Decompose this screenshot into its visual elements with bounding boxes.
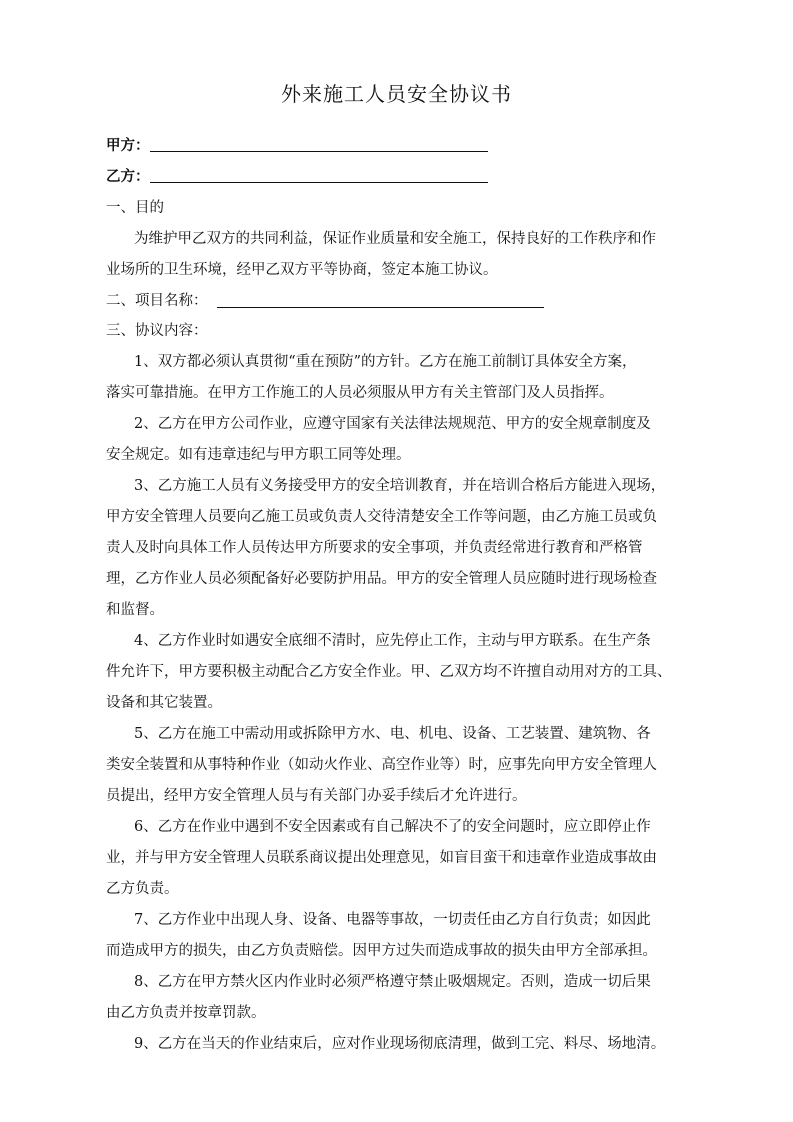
clause-5-line: 5、乙方在施工中需动用或拆除甲方水、电、机电、设备、工艺装置、建筑物、各 (134, 726, 651, 742)
section-label-project-name: 二、项目名称： (106, 293, 208, 309)
clause-3-line: 责人及时向具体工作人员传达甲方所要求的安全事项，并负责经常进行教育和严格管 (106, 540, 643, 556)
clause-1-line: 落实可靠措施。在甲方工作施工的人员必须服从甲方有关主管部门及人员指挥。 (106, 385, 614, 401)
clause-4-line: 4、乙方作业时如遇安全底细不清时，应先停止工作，主动与甲方联系。在生产条 (134, 633, 651, 649)
clause-2-line: 2、乙方在甲方公司作业，应遵守国家有关法律法规规范、甲方的安全规章制度及 (134, 416, 651, 432)
party-b-blank-field[interactable] (150, 182, 488, 183)
clause-3-line: 甲方安全管理人员要向乙施工员或负责人交待清楚安全工作等问题，由乙方施工员或负 (106, 509, 657, 525)
clause-6-line: 6、乙方在作业中遇到不安全因素或有自己解决不了的安全问题时，应立即停止作 (134, 819, 651, 835)
section-heading-purpose: 一、目的 (106, 200, 164, 216)
clause-8-line: 由乙方负责并按章罚款。 (106, 1005, 266, 1021)
clause-1-line: 1、双方都必须认真贯彻“重在预防”的方针。乙方在施工前制订具体安全方案， (134, 354, 637, 370)
party-b-label: 乙方： (106, 169, 150, 185)
party-a-blank-field[interactable] (150, 151, 488, 152)
clause-3-line: 和监督。 (106, 602, 164, 618)
clause-7-line: 而造成甲方的损失，由乙方负责赔偿。因甲方过失而造成事故的损失由甲方全部承担。 (106, 943, 657, 959)
clause-8-line: 8、乙方在甲方禁火区内作业时必须严格遵守禁止吸烟规定。否则，造成一切后果 (134, 974, 651, 990)
party-a-label: 甲方： (106, 138, 150, 154)
clause-3-line: 3、乙方施工人员有义务接受甲方的安全培训教育，并在培训合格后方能进入现场， (134, 478, 666, 494)
clause-4-line: 设备和其它装置。 (106, 695, 222, 711)
clause-3-line: 理，乙方作业人员必须配备好必要防护用品。甲方的安全管理人员应随时进行现场检查 (106, 571, 657, 587)
clause-4-line: 件允许下，甲方要积极主动配合乙方安全作业。甲、乙双方均不许擅自动用对方的工具、 (106, 664, 672, 680)
clause-7-line: 7、乙方作业中出现人身、设备、电器等事故，一切责任由乙方自行负责；如因此 (134, 912, 651, 928)
purpose-paragraph-line: 为维护甲乙双方的共同利益，保证作业质量和安全施工，保持良好的工作秩序和作 (134, 231, 656, 247)
clause-6-line: 乙方负责。 (106, 881, 179, 897)
clause-2-line: 安全规定。如有违章违纪与甲方职工同等处理。 (106, 447, 411, 463)
purpose-paragraph-line: 业场所的卫生环境，经甲乙双方平等协商，签定本施工协议。 (106, 262, 498, 278)
document-title: 外来施工人员安全协议书 (281, 82, 512, 106)
project-name-blank-field[interactable] (217, 307, 544, 308)
clause-5-line: 员提出，经甲方安全管理人员与有关部门办妥手续后才允许进行。 (106, 788, 527, 804)
clause-6-line: 业，并与甲方安全管理人员联系商议提出处理意见，如盲目蛮干和违章作业造成事故由 (106, 850, 657, 866)
section-heading-agreement-content: 三、协议内容： (106, 323, 208, 339)
clause-5-line: 类安全装置和从事特种作业（如动火作业、高空作业等）时，应事先向甲方安全管理人 (106, 757, 657, 773)
clause-9-line: 9、乙方在当天的作业结束后，应对作业现场彻底清理，做到工完、料尽、场地清。 (134, 1036, 666, 1052)
